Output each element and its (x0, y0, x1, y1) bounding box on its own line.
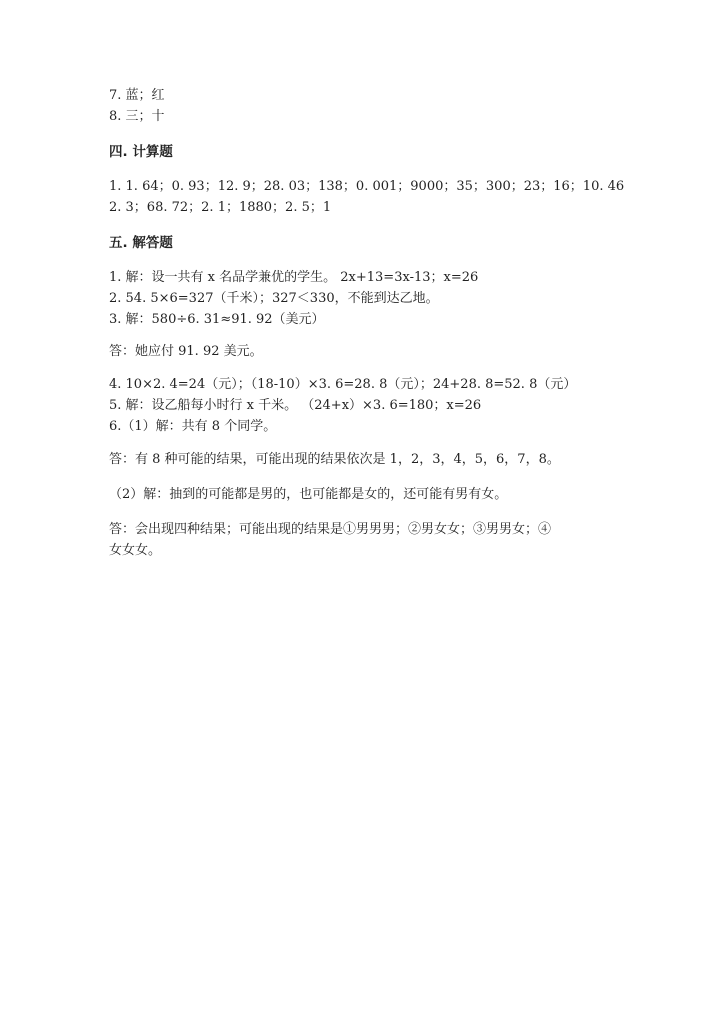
calculation-answer-line-2: 2. 3；68. 72；2. 1；1880；2. 5；1 (109, 200, 332, 215)
word-problem-answer-6-part-1: 6.（1）解：共有 8 个同学。 (109, 419, 277, 434)
word-problem-answer-3: 3. 解：580÷6. 31≈91. 92（美元） (109, 312, 325, 327)
word-problem-answer-6-part-2: （2）解：抽到的可能都是男的，也可能都是女的，还可能有男有女。 (109, 487, 508, 502)
word-problem-answer-6-part-2-conclusion: 答：会出现四种结果；可能出现的结果是①男男男；②男女女；③男男女；④ (109, 522, 552, 537)
word-problem-answer-1: 1. 解：设一共有 x 名品学兼优的学生。 2x+13=3x-13；x=26 (109, 270, 479, 285)
section-heading-word-problems: 五. 解答题 (109, 235, 173, 251)
word-problem-answer-4: 4. 10×2. 4=24（元）；（18-10）×3. 6=28. 8（元）；24+28. 8=52. 8（元） (109, 377, 577, 392)
section-heading-calculation: 四. 计算题 (109, 144, 173, 160)
word-problem-answer-6-part-2-conclusion-continued: 女女女。 (109, 543, 162, 558)
word-problem-answer-3-conclusion: 答：她应付 91. 92 美元。 (109, 344, 263, 359)
answer-line-8: 8. 三；十 (109, 109, 165, 124)
word-problem-answer-5: 5. 解：设乙船每小时行 x 千米。 （24+x）×3. 6=180；x=26 (109, 398, 482, 413)
word-problem-answer-6-part-1-conclusion: 答：有 8 种可能的结果，可能出现的结果依次是 1，2，3，4，5，6，7，8。 (109, 452, 560, 467)
answer-line-7: 7. 蓝；红 (109, 88, 165, 103)
word-problem-answer-2: 2. 54. 5×6=327（千米）；327＜330，不能到达乙地。 (109, 291, 439, 306)
calculation-answer-line-1: 1. 1. 64；0. 93；12. 9；28. 03；138；0. 001；9000；35；300；23；16；10. 46 (109, 179, 625, 194)
